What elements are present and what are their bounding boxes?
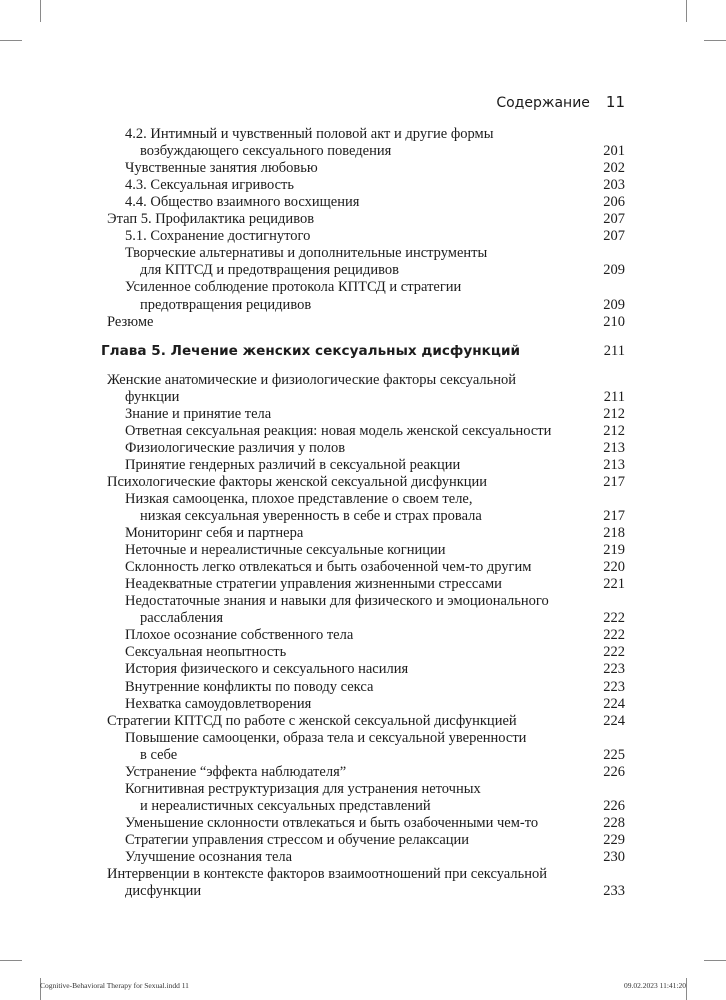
toc-entry-page: 229 bbox=[603, 831, 625, 848]
crop-mark-left-bottom bbox=[0, 960, 22, 961]
toc-entry-page: 222 bbox=[603, 610, 625, 627]
toc-entry-page: 203 bbox=[603, 177, 625, 194]
toc-entry-page: 211 bbox=[603, 342, 625, 359]
toc-entry-page: 224 bbox=[603, 712, 625, 729]
toc-entry-title: Повышение самооценки, образа тела и сексуальной уверенности bbox=[125, 729, 527, 746]
toc-entry-title: Стратегии управления стрессом и обучение релаксации bbox=[125, 831, 470, 848]
toc-entry-page: 223 bbox=[603, 661, 625, 678]
toc-entry-page: 212 bbox=[603, 405, 625, 422]
toc-entry-title: дисфункции bbox=[125, 883, 202, 900]
toc-entry-title: и нереалистичных сексуальных представлений bbox=[140, 797, 431, 814]
toc-entry-title: Этап 5. Профилактика рецидивов bbox=[107, 211, 315, 228]
toc-entry-page: 230 bbox=[603, 849, 625, 865]
toc-entry-page: 210 bbox=[603, 313, 625, 330]
toc-entry-page: 202 bbox=[603, 160, 625, 177]
toc-entry-title: функции bbox=[125, 388, 180, 405]
toc-entry-title: Неадекватные стратегии управления жизненными стрессами bbox=[125, 576, 502, 593]
toc-entry-page: 219 bbox=[603, 542, 625, 559]
toc-entry-title: низкая сексуальная уверенность в себе и страх провала bbox=[140, 508, 482, 524]
toc-entry-title: Склонность легко отвлекаться и быть озабоченной чем-то другим bbox=[125, 559, 532, 576]
toc-entry-title: Стратегии КПТСД по работе с женской сексуальной дисфункцией bbox=[107, 712, 517, 729]
toc-entry-title: Сексуальная неопытность bbox=[125, 644, 287, 661]
toc-entry-title: Недостаточные знания и навыки для физического и эмоционального bbox=[125, 593, 549, 610]
header-title: Содержание bbox=[496, 95, 590, 111]
toc-entry-title: Устранение “эффекта наблюдателя” bbox=[125, 763, 347, 780]
toc-entry-title: Чувственные занятия любовью bbox=[125, 160, 318, 177]
toc-entry-page: 218 bbox=[603, 525, 625, 542]
toc-entry-page: 224 bbox=[603, 695, 625, 712]
header-page-number: 11 bbox=[605, 93, 625, 111]
toc-entry-page: 225 bbox=[603, 746, 625, 763]
footer-timestamp: 09.02.2023 11:41:20 bbox=[623, 981, 686, 990]
toc-entry-page: 209 bbox=[603, 296, 625, 313]
toc-entry-title: Принятие гендерных различий в сексуальной реакции bbox=[125, 456, 461, 473]
toc-entry-title: Интервенции в контексте факторов взаимоотношений при сексуальной bbox=[107, 866, 547, 883]
toc-entry-title: Физиологические различия у полов bbox=[125, 439, 346, 456]
toc-entry-title: Улучшение осознания тела bbox=[125, 849, 293, 865]
toc-entry-page: 217 bbox=[603, 508, 625, 524]
toc-entry-title: Ответная сексуальная реакция: новая модель женской сексуальности bbox=[125, 422, 552, 439]
toc-entry-page: 207 bbox=[603, 228, 625, 245]
toc-entry-page: 213 bbox=[603, 439, 625, 456]
crop-mark-top-right bbox=[686, 0, 687, 22]
toc-entry-page: 213 bbox=[603, 456, 625, 473]
running-header bbox=[496, 93, 625, 111]
toc-entry-title: Низкая самооценка, плохое представление о своем теле, bbox=[125, 490, 473, 507]
toc-entry-page: 233 bbox=[603, 883, 625, 900]
crop-mark-left-top bbox=[0, 40, 22, 41]
toc-entry-page: 226 bbox=[603, 763, 625, 780]
toc-entry-title: Внутренние конфликты по поводу секса bbox=[125, 678, 374, 695]
toc-entry-title: расслабления bbox=[140, 610, 224, 627]
toc-entry-title: в себе bbox=[140, 746, 178, 763]
toc-entry-title: Творческие альтернативы и дополнительные инструменты bbox=[125, 245, 488, 262]
toc-entry-page: 201 bbox=[603, 143, 625, 160]
toc-entry-title: Усиленное соблюдение протокола КПТСД и стратегии bbox=[125, 279, 462, 296]
footer-file-name: Cognitive-Behavioral Therapy for Sexual.indd 11 bbox=[40, 981, 189, 990]
toc-entry-page: 209 bbox=[603, 262, 625, 279]
toc-entry-page: 212 bbox=[603, 422, 625, 439]
toc-entry-title: Уменьшение склонности отвлекаться и быть озабоченными чем-то bbox=[125, 814, 539, 831]
toc-entry-page: 220 bbox=[603, 559, 625, 576]
toc-entry-title: Глава 5. Лечение женских сексуальных дисфункций bbox=[101, 342, 521, 359]
crop-mark-top-left bbox=[40, 0, 41, 22]
toc-entry-title: Знание и принятие тела bbox=[125, 405, 272, 422]
toc-entry-title: Когнитивная реструктуризация для устранения неточных bbox=[125, 780, 481, 797]
toc-entry-page: 226 bbox=[603, 797, 625, 814]
toc-entry-title: для КПТСД и предотвращения рецидивов bbox=[140, 262, 399, 279]
toc-entry-page: 222 bbox=[603, 627, 625, 644]
toc-entry-title: 4.4. Общество взаимного восхищения bbox=[125, 194, 360, 211]
toc-entry-page: 223 bbox=[603, 678, 625, 695]
toc-entry-title: 4.3. Сексуальная игривость bbox=[125, 177, 295, 194]
toc-entry-page: 206 bbox=[603, 194, 625, 211]
toc-entry-title: Плохое осознание собственного тела bbox=[125, 627, 354, 644]
toc-entry-page: 211 bbox=[603, 388, 625, 405]
toc-entry-title: 5.1. Сохранение достигнутого bbox=[125, 228, 311, 245]
toc-entry-title: Резюме bbox=[107, 313, 154, 330]
crop-mark-bottom-right bbox=[686, 978, 687, 1000]
toc-entry-page: 207 bbox=[603, 211, 625, 228]
crop-mark-right-top bbox=[704, 40, 726, 41]
toc-entry-page: 217 bbox=[603, 473, 625, 490]
toc-entry-page: 222 bbox=[603, 644, 625, 661]
toc-entry-page: 221 bbox=[603, 576, 625, 593]
toc-entry-title: 4.2. Интимный и чувственный половой акт и другие формы bbox=[125, 126, 494, 142]
toc-entry-title: Неточные и нереалистичные сексуальные когниции bbox=[125, 542, 446, 559]
toc-entry-page: 228 bbox=[603, 814, 625, 831]
toc-entry-title: Мониторинг себя и партнера bbox=[125, 525, 304, 542]
toc-entry-title: Нехватка самоудовлетворения bbox=[125, 695, 312, 712]
toc-entry-title: Психологические факторы женской сексуальной дисфункции bbox=[107, 473, 488, 490]
toc-entry-title: Женские анатомические и физиологические факторы сексуальной bbox=[107, 371, 517, 388]
toc-entry-title: возбуждающего сексуального поведения bbox=[140, 143, 392, 160]
toc-entry-title: предотвращения рецидивов bbox=[140, 296, 312, 313]
crop-mark-right-bottom bbox=[704, 960, 726, 961]
toc-entry-title: История физического и сексуального насилия bbox=[125, 661, 409, 678]
